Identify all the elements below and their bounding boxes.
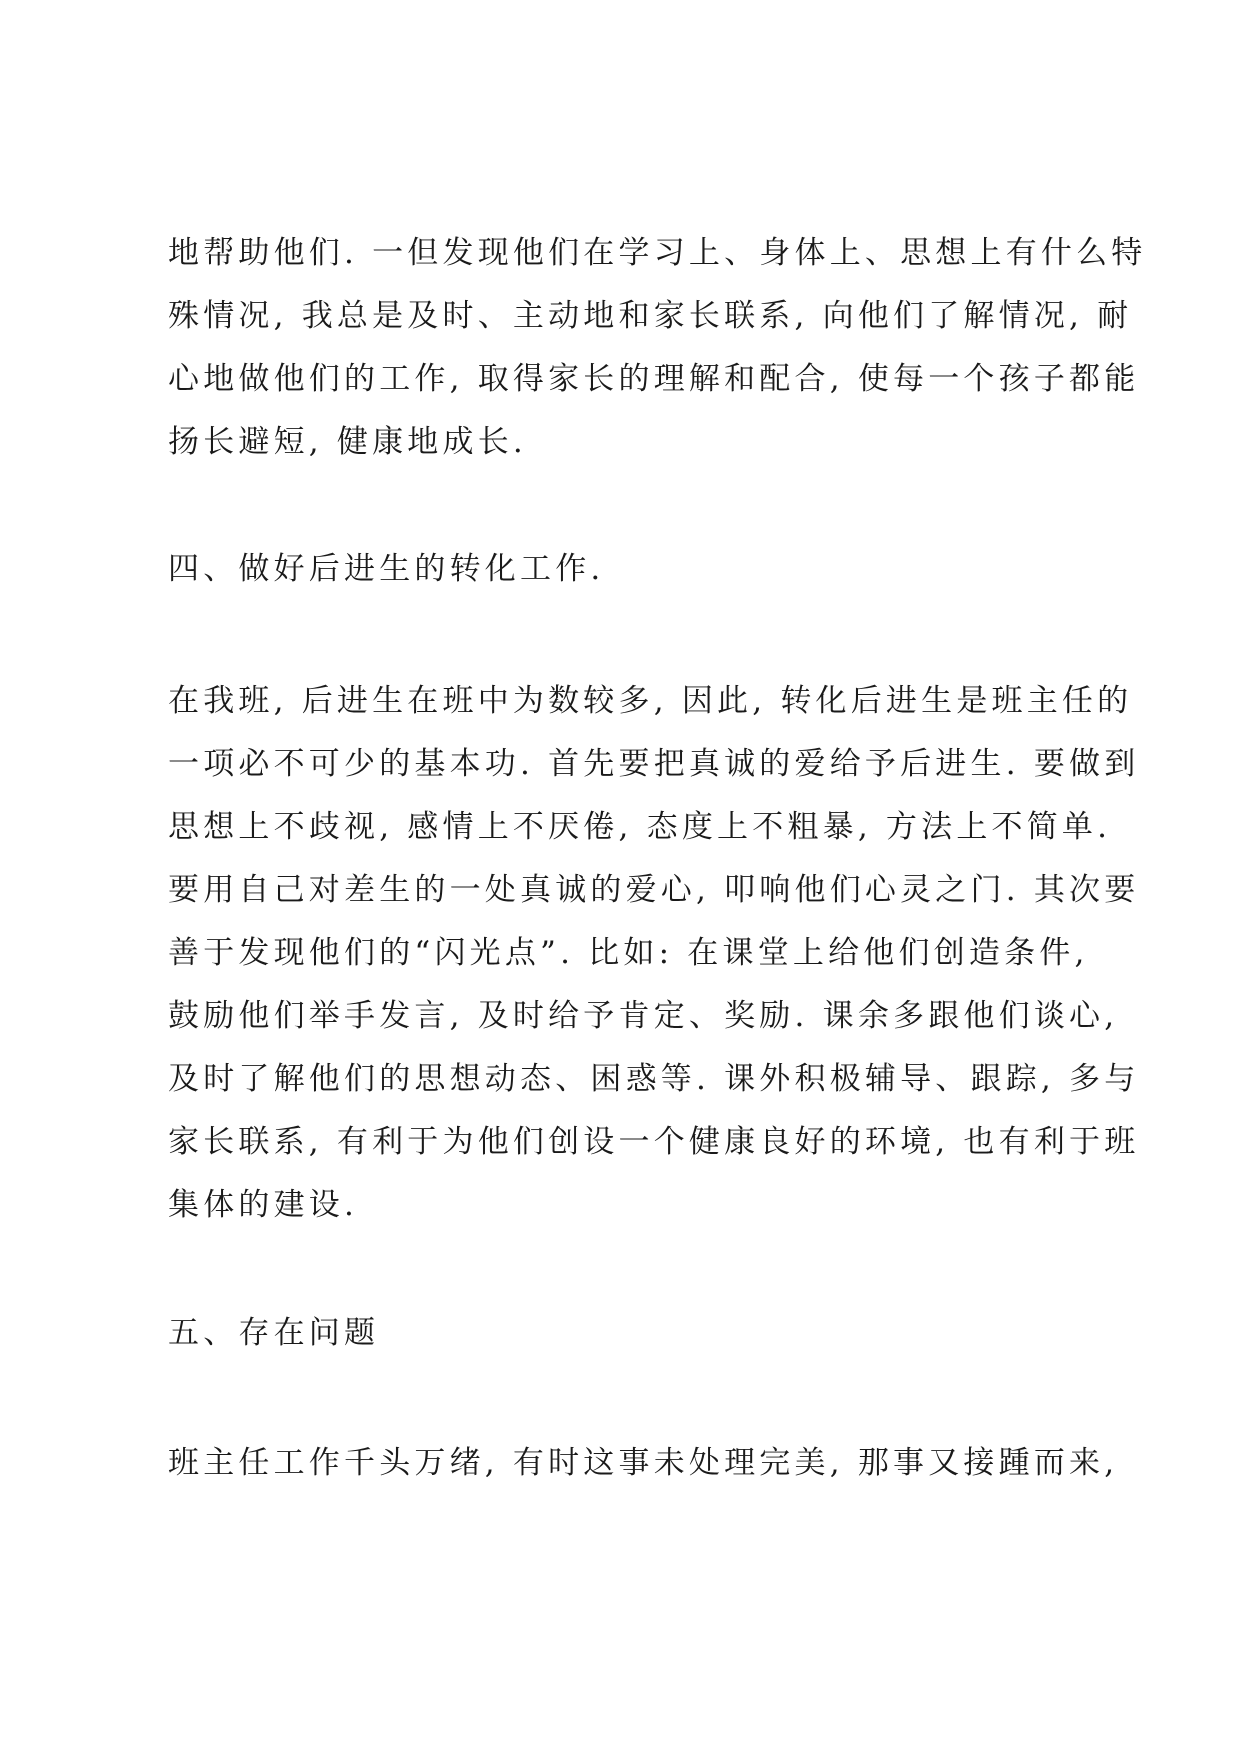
- section-heading-4: 四、做好后进生的转化工作.: [168, 551, 605, 587]
- paragraph-2-line-4: 要用自己对差生的一处真诚的爱心, 叩响他们心灵之门. 其次要: [168, 872, 1140, 908]
- paragraph-2-line-8: 家长联系, 有利于为他们创设一个健康良好的环境, 也有利于班: [168, 1124, 1140, 1160]
- section-heading-5: 五、存在问题: [168, 1315, 380, 1351]
- paragraph-2-line-6: 鼓励他们举手发言, 及时给予肯定、奖励. 课余多跟他们谈心,: [168, 998, 1119, 1034]
- paragraph-2-line-1: 在我班, 后进生在班中为数较多, 因此, 转化后进生是班主任的: [168, 683, 1133, 719]
- paragraph-1-line-4: 扬长避短, 健康地成长.: [168, 424, 527, 460]
- paragraph-2-line-7: 及时了解他们的思想动态、困惑等. 课外积极辅导、跟踪, 多与: [168, 1061, 1140, 1097]
- paragraph-1-line-3: 心地做他们的工作, 取得家长的理解和配合, 使每一个孩子都能: [168, 361, 1140, 397]
- paragraph-2-line-9: 集体的建设.: [168, 1187, 359, 1223]
- paragraph-1-line-1: 地帮助他们. 一但发现他们在学习上、身体上、思想上有什么特: [168, 235, 1147, 271]
- paragraph-2-line-5: 善于发现他们的“闪光点”. 比如: 在课堂上给他们创造条件,: [168, 935, 1089, 971]
- paragraph-3-line-1: 班主任工作千头万绪, 有时这事未处理完美, 那事又接踵而来,: [168, 1445, 1119, 1481]
- paragraph-1-line-2: 殊情况, 我总是及时、主动地和家长联系, 向他们了解情况, 耐: [168, 298, 1133, 334]
- paragraph-2-line-2: 一项必不可少的基本功. 首先要把真诚的爱给予后进生. 要做到: [168, 746, 1140, 782]
- paragraph-2-line-3: 思想上不歧视, 感情上不厌倦, 态度上不粗暴, 方法上不简单.: [168, 809, 1112, 845]
